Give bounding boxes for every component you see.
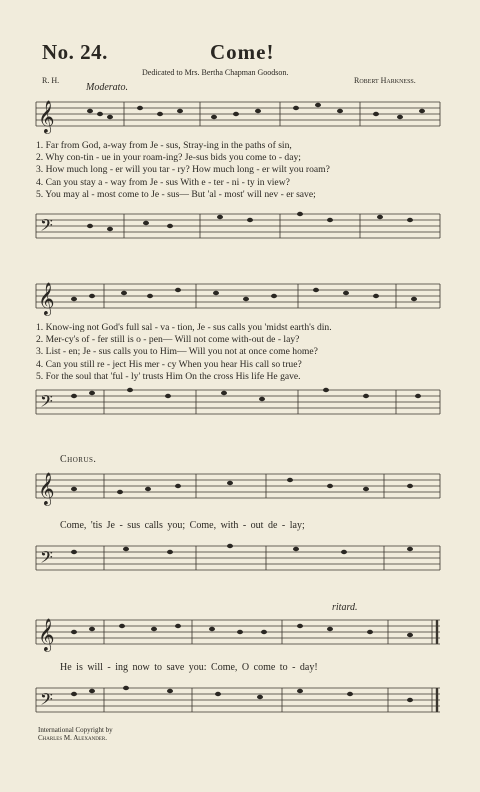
svg-text:𝄢: 𝄢 [40, 217, 53, 239]
verses-a [36, 140, 448, 201]
system-1-treble-staff [0, 96, 480, 136]
verse-a-line: 5. You may al - most come to Je - sus— But 'al - most' will nev - er save; [36, 188, 316, 200]
svg-text:𝄢: 𝄢 [40, 691, 53, 713]
svg-text:𝄞: 𝄞 [38, 620, 55, 651]
verse-a-line: 4. Can you stay a - way from Je - sus With e - ter - ni - ty in view? [36, 176, 290, 188]
svg-text:𝄢: 𝄢 [40, 549, 53, 571]
chorus-2-treble-staff [0, 614, 480, 654]
copyright-holder: Charles M. Alexander. [38, 734, 107, 742]
composer-name: Robert Harkness. [354, 76, 416, 85]
system-1-bass-staff [0, 206, 480, 250]
chorus-1-treble-staff [0, 468, 480, 508]
verse-a-line: 3. How much long - er will you tar - ry? How much long - er wilt you roam? [36, 164, 330, 176]
verse-b-line: 2. Mer-cy's of - fer still is o - pen— Will not come with-out de - lay? [36, 334, 300, 346]
chorus-label: Chorus. [60, 454, 97, 465]
svg-text:𝄞: 𝄞 [38, 102, 55, 133]
svg-text:𝄞: 𝄞 [38, 284, 55, 315]
chorus-1-bass-staff [0, 538, 480, 582]
svg-text:𝄢: 𝄢 [40, 393, 53, 415]
tempo-marking: Moderato. [86, 82, 128, 93]
hymn-number: No. 24. [42, 40, 108, 64]
verse-b-line: 4. Can you still re - ject His mer - cy When you hear His call so true? [36, 358, 302, 370]
system-2-treble-staff [0, 278, 480, 318]
verse-a-line: 2. Why con-tin - ue in your roam-ing? Je-sus bids you come to - day; [36, 152, 301, 164]
lyricist-initials: R. H. [42, 76, 60, 85]
verse-b-line: 5. For the soul that 'ful - ly' trusts Him On the cross His life He gave. [36, 370, 301, 382]
verse-b-line: 1. Know-ing not God's full sal - va - tion, Je - sus calls you 'midst earth's din. [36, 322, 332, 333]
verse-a-line: 1. Far from God, a-way from Je - sus, Stray-ing in the paths of sin, [36, 140, 292, 151]
svg-text:𝄞: 𝄞 [38, 474, 55, 505]
verse-b-line: 3. List - en; Je - sus calls you to Him— Will you not at once come home? [36, 346, 318, 358]
dedication: Dedicated to Mrs. Bertha Chapman Goodson. [142, 68, 289, 77]
ritard-marking: ritard. [332, 602, 358, 613]
copyright-notice [38, 726, 113, 742]
copyright-line: International Copyright by [38, 726, 113, 734]
system-2-bass-staff [0, 382, 480, 426]
chorus-2-bass-staff [0, 680, 480, 724]
chorus-lyrics-line-2: He is will - ing now to save you: Come, O come to - day! [60, 662, 318, 673]
hymn-title: Come! [210, 40, 275, 64]
chorus-lyrics-line-1: Come, 'tis Je - sus calls you; Come, with - out de - lay; [60, 520, 305, 531]
verses-b [36, 322, 448, 383]
